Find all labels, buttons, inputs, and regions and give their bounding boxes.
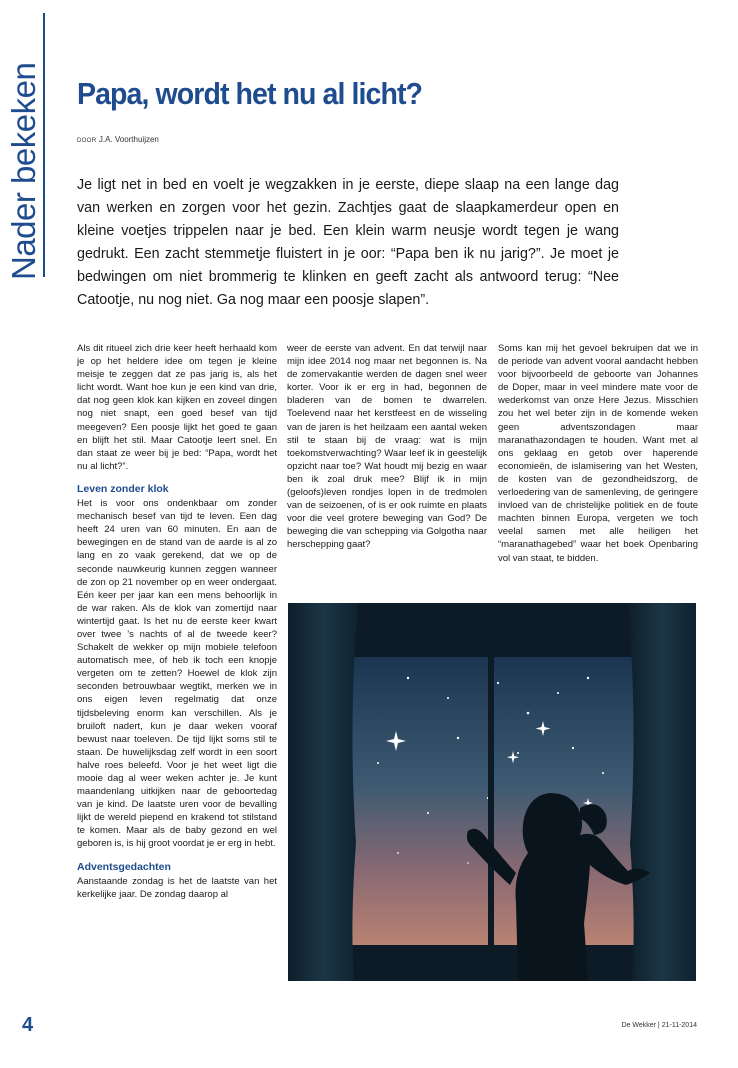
subheading-leven-zonder-klok: Leven zonder klok <box>77 482 169 495</box>
column-3 <box>498 342 698 565</box>
byline-prefix: DOOR <box>77 138 97 144</box>
curtain-right <box>628 603 696 981</box>
byline <box>77 135 159 144</box>
section-label-text: Nader bekeken <box>5 62 42 280</box>
paragraph: Het is voor ons ondenkbaar om zonder mechanisch besef van tijd te leven. Een dag heeft 24 uren van 60 minuten. En aan de bewegingen en de stand van de aarde is al zo lang en zo vaak gerekend, dat we op de seconde nauwkeurig kunnen zeggen wanneer de zon op 21 november op en weer ondergaat. Eén keer per jaar kan een mens behoorlijk in de war raken. Als de klok van zomertijd naar wintertijd gaat. Is het nu de eerste keer kwart over twee ’s nachts of al de tweede keer? Schakelt de wekker op mijn mobiele telefoon automatisch mee, of heb ik toch een knopje vergeten om te zetten? Hoewel de klok zijn seconden betrouwbaar wegtikt, merken we in ons eigen leven regelmatig dat onze tijdsbeleving enorm kan verschillen. Als je bruiloft nadert, kun je daar weken vooraf bewust naar toeleven. De tijd lijkt soms stil te staan. De huwelijksdag zelf wordt in een soort halve roes beleefd. Voor je het weet ligt die mooie dag al weer weken achter je. Je kunt maandenlang uitkijken naar de geboortedag van je kind. De laatste uren voor de bevalling lijkt de wereld piepend en krakend tot stilstand te komen. Maar als de baby gezond en wel geboren is, is hij groot voordat je er erg in hebt. <box>77 498 277 850</box>
window-frame-top <box>343 651 643 657</box>
curtain-left <box>288 603 358 981</box>
column-1 <box>77 342 277 901</box>
paragraph: Als dit ritueel zich drie keer heeft herhaald kom je op het heldere idee om tegen je kleine meisje te zeggen dat ze pas jarig is, als het licht wordt. Want hoe kun je een kind van drie, dat nog geen klok kan kijken en zoveel dingen nog niet snapt, een goed besef van tijd meegeven? Een poosje lijkt het goed te gaan en blijft het stil. Maar Catootje leert snel. En dan staat ze weer bij je bed: “Papa, wordt het nu al licht?”. <box>77 343 277 472</box>
child-at-window-illustration <box>288 603 696 981</box>
page-number: 4 <box>22 1014 34 1036</box>
paragraph: Soms kan mij het gevoel bekruipen dat we in de periode van advent vooral aandacht hebben voor bijvoorbeeld de geboorte van Johannes de Doper, maar in veel mindere mate voor de wederkomst van onze Here Jezus. Misschien zou het wel beter zijn in de komende weken geen adventszondagen maar maranathazondagen te houden. Want met al ons geklaag en getob over haperende economieën, de islamisering van het Westen, de kosten van de gezondheidszorg, de verloedering van de samenleving, de geringere invloed van de christelijke politiek en de foute machten binnen Europa, vergeten we toch veelal samen met alle heiligen het “maranathagebed” waar het boek Openbaring vol van staat, te bidden. <box>498 343 698 564</box>
window-frame-mullion <box>488 655 494 945</box>
section-label <box>5 5 44 280</box>
article-title: Papa, wordt het nu al licht? <box>77 76 423 111</box>
column-2 <box>287 342 487 552</box>
paragraph: weer de eerste van advent. En dat terwijl naar mijn idee 2014 nog maar net begonnen is. Na de zomervakantie werden de dagen snel weer korter. Voor ik er erg in had, begonnen de bladeren van de bomen te dwarrelen. Toelevend naar het kerstfeest en de wisseling van de jaren is het heilzaam een aantal weken stil te staan bij de vraag: wat is mijn toekomstverwachting? Waar leef ik in geestelijk opzicht naar toe? Wat houdt mij bezig en waar ben ik zoal druk mee? Blijf ik in mijn (geloofs)leven rondjes lopen in de tredmolen van de seizoenen, of is er ook ruimte en plaats voor die veel grotere beweging van God? De beweging die van schepping via Golgotha naar herschepping gaat? <box>287 343 487 551</box>
lead-paragraph: Je ligt net in bed en voelt je wegzakken in je eerste, diepe slaap na een lange dag van werken en zorgen voor het gezin. Zachtjes gaat de slaapkamerdeur open en kleine voetjes trippelen naar je bed. Een klein warm neusje wordt tegen je wang gedrukt. Een zacht stemmetje fluistert in je oor: “Papa ben ik nu jarig?”. Je moet je bedwingen om niet brommerig te klinken en geeft zacht als antwoord terug: “Nee Catootje, nu nog niet. Ga nog maar een poosje slapen”. <box>77 177 619 308</box>
subheading-adventsgedachten: Adventsgedachten <box>77 860 171 873</box>
section-rule <box>43 13 45 277</box>
paragraph: Aanstaande zondag is het de laatste van het kerkelijke jaar. De zondag daarop al <box>77 875 277 900</box>
byline-author: J.A. Voorthuijzen <box>98 135 159 144</box>
publication-footer: De Wekker | 21-11-2014 <box>621 1022 697 1029</box>
illustration-svg <box>288 603 696 981</box>
